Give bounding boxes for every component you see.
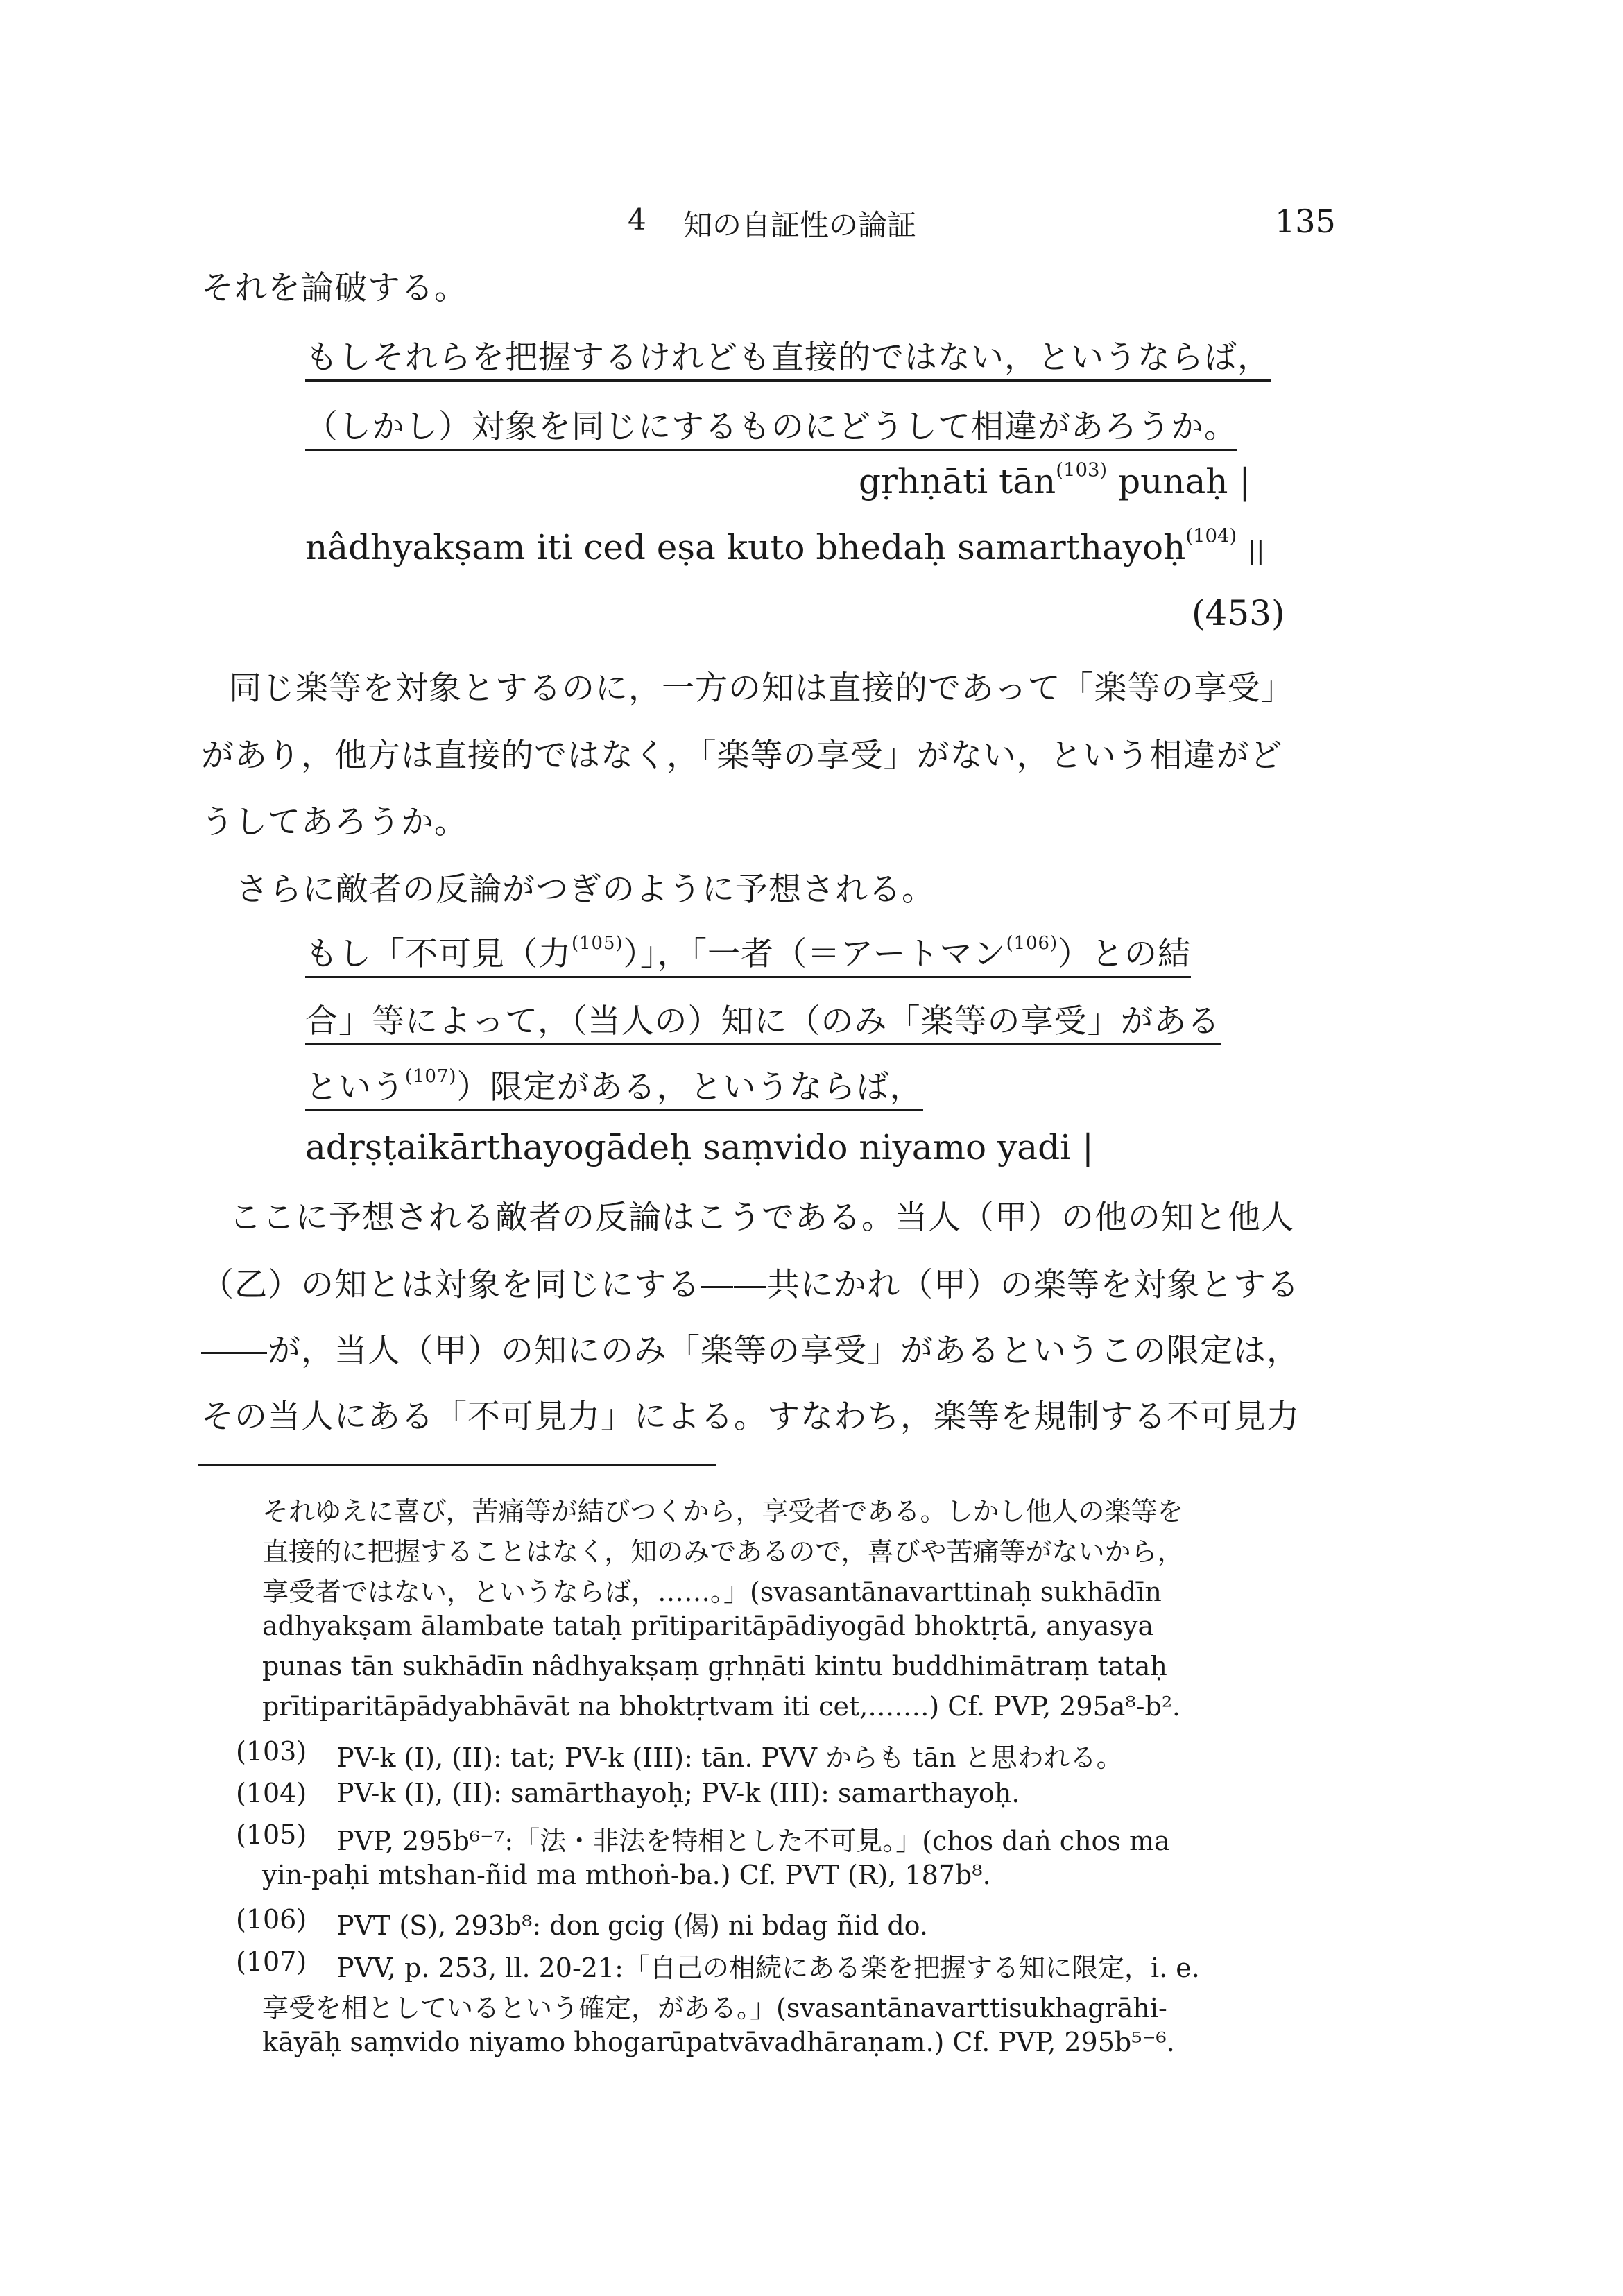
header-chapter-title: 知の自証性の論証 — [683, 208, 917, 242]
footnote-ref-106: (106) — [1006, 932, 1058, 954]
footnote-ref-105: (105) — [572, 932, 624, 954]
para1-line1: 同じ楽等を対象とするのに，一方の知は直接的であって「楽等の享受」 — [229, 669, 1294, 708]
verse2-jp-line1-b: ）」，「一者（＝アートマン — [623, 935, 1006, 973]
footnote-cont-line3: 享受者ではない，というならば，……。」(svasantānavarttinaḥ sukhādīn — [262, 1577, 1162, 1607]
verse1-jp-line2-text: （しかし）対象を同じにするものにどうして相違があろうか。 — [305, 408, 1237, 451]
page-number: 135 — [1275, 203, 1336, 240]
verse2-jp-line3 — [305, 1061, 923, 1108]
footnote-105-text-line2: yin-paḥi mtshan-ñid ma mthoṅ-ba.) Cf. PVT (R), 187b⁸. — [262, 1860, 991, 1890]
footnote-107-text-line1: PVV, p. 253, ll. 20-21:「自己の相続にある楽を把握する知に限定，i. e. — [336, 1953, 1200, 1983]
verse1-skt-line1 — [859, 461, 1251, 502]
verse2-skt-line: adṛṣṭaikārthayogādeḥ saṃvido niyamo yadi | — [305, 1127, 1094, 1167]
para3-line2: （乙）の知とは対象を同じにする――共にかれ（甲）の楽等を対象とする — [201, 1266, 1300, 1304]
para2-line: さらに敵者の反論がつぎのように予想される。 — [236, 871, 935, 909]
header-chapter-number: 4 — [628, 203, 646, 237]
para1-line3: うしてあろうか。 — [201, 803, 467, 841]
footnote-105-number: (105) — [236, 1819, 307, 1850]
verse1-jp-line1 — [305, 332, 1271, 378]
verse2-jp-line1 — [305, 928, 1191, 975]
footnote-104-number: (104) — [236, 1778, 307, 1808]
verse1-skt-line2-text: nâdhyakṣam iti ced eṣa kuto bhedaḥ samarthayoḥ — [305, 527, 1186, 567]
footnote-103-number: (103) — [236, 1736, 307, 1767]
footnote-105-text-line1: PVP, 295b⁶⁻⁷:「法・非法を特相とした不可見。」(chos daṅ chos ma — [336, 1826, 1170, 1856]
para3-line1: ここに予想される敵者の反論はこうである。当人（甲）の他の知と他人 — [229, 1199, 1294, 1237]
footnote-divider — [198, 1464, 716, 1466]
verse2-jp-line3-a: という — [305, 1068, 405, 1106]
verse1-skt-line2 — [305, 524, 1265, 567]
verse2-jp-line1-a: もし「不可見（力 — [305, 935, 572, 973]
footnote-cont-line1: それゆえに喜び，苦痛等が結びつくから，享受者である。しかし他人の楽等を — [262, 1496, 1184, 1527]
verse-number-453: (453) — [1192, 593, 1285, 633]
verse2-jp-line3-text — [305, 1065, 923, 1111]
footnote-106-number: (106) — [236, 1904, 307, 1935]
footnote-cont-line6: prītiparitāpādyabhāvāt na bhoktṛtvam iti cet,…….) Cf. PVP, 295a⁸-b². — [262, 1691, 1181, 1722]
para3-line4: その当人にある「不可見力」による。すなわち，楽等を規制する不可見力 — [201, 1398, 1300, 1436]
para3-line3: ――が，当人（甲）の知にのみ「楽等の享受」があるというこの限定は， — [201, 1332, 1300, 1370]
para1-line2: があり，他方は直接的ではなく，「楽等の享受」がない，という相違がど — [201, 737, 1283, 775]
footnote-103-text: PV-k (I), (II): tat; PV-k (III): tān. PVV からも tān と思われる。 — [336, 1742, 1123, 1773]
footnote-104-text: PV-k (I), (II): samārthayoḥ; PV-k (III): samarthayoḥ. — [336, 1778, 1020, 1808]
verse1-skt-line1-text: gṛhṇāti tān — [859, 461, 1056, 502]
verse1-skt-line2-end: || — [1248, 537, 1265, 565]
verse2-jp-line1-text — [305, 932, 1192, 978]
footnote-107-text-line3: kāyāḥ saṃvido niyamo bhogarūpatvāvadhāraṇam.) Cf. PVP, 295b⁵⁻⁶. — [262, 2027, 1175, 2057]
footnote-107-text-line2: 享受を相としているという確定，がある。」(svasantānavarttisukhagrāhi- — [262, 1993, 1167, 2023]
footnote-106-text: PVT (S), 293b⁸: don gcig (偈) ni bdag ñid do. — [336, 1910, 928, 1941]
verse2-jp-line3-b: ）限定がある，というならば， — [456, 1068, 923, 1106]
footnote-ref-107: (107) — [405, 1065, 457, 1087]
verse1-jp-line1-text: もしそれらを把握するけれども直接的ではない，というならば， — [305, 339, 1271, 382]
footnote-cont-line5: punas tān sukhādīn nâdhyakṣaṃ gṛhṇāti kintu buddhimātraṃ tataḥ — [262, 1651, 1167, 1681]
verse1-skt-line1-end: punaḥ | — [1118, 461, 1251, 502]
footnote-ref-103: (103) — [1056, 459, 1108, 481]
footnote-cont-line4: adhyakṣam ālambate tataḥ prītiparitāpādiyogād bhoktṛtā, anyasya — [262, 1611, 1154, 1641]
footnote-107-number: (107) — [236, 1946, 307, 1977]
verse1-jp-line2 — [305, 401, 1237, 447]
body-intro-line: それを論破する。 — [201, 269, 467, 307]
verse2-jp-line1-c: ）との結 — [1058, 935, 1192, 973]
verse2-jp-line2-text: 合」等によって，（当人の）知に（のみ「楽等の享受」がある — [305, 1002, 1221, 1045]
verse2-jp-line2 — [305, 995, 1221, 1042]
footnote-ref-104: (104) — [1185, 524, 1237, 547]
footnote-cont-line2: 直接的に把握することはなく，知のみであるので，喜びや苦痛等がないから， — [262, 1536, 1184, 1567]
